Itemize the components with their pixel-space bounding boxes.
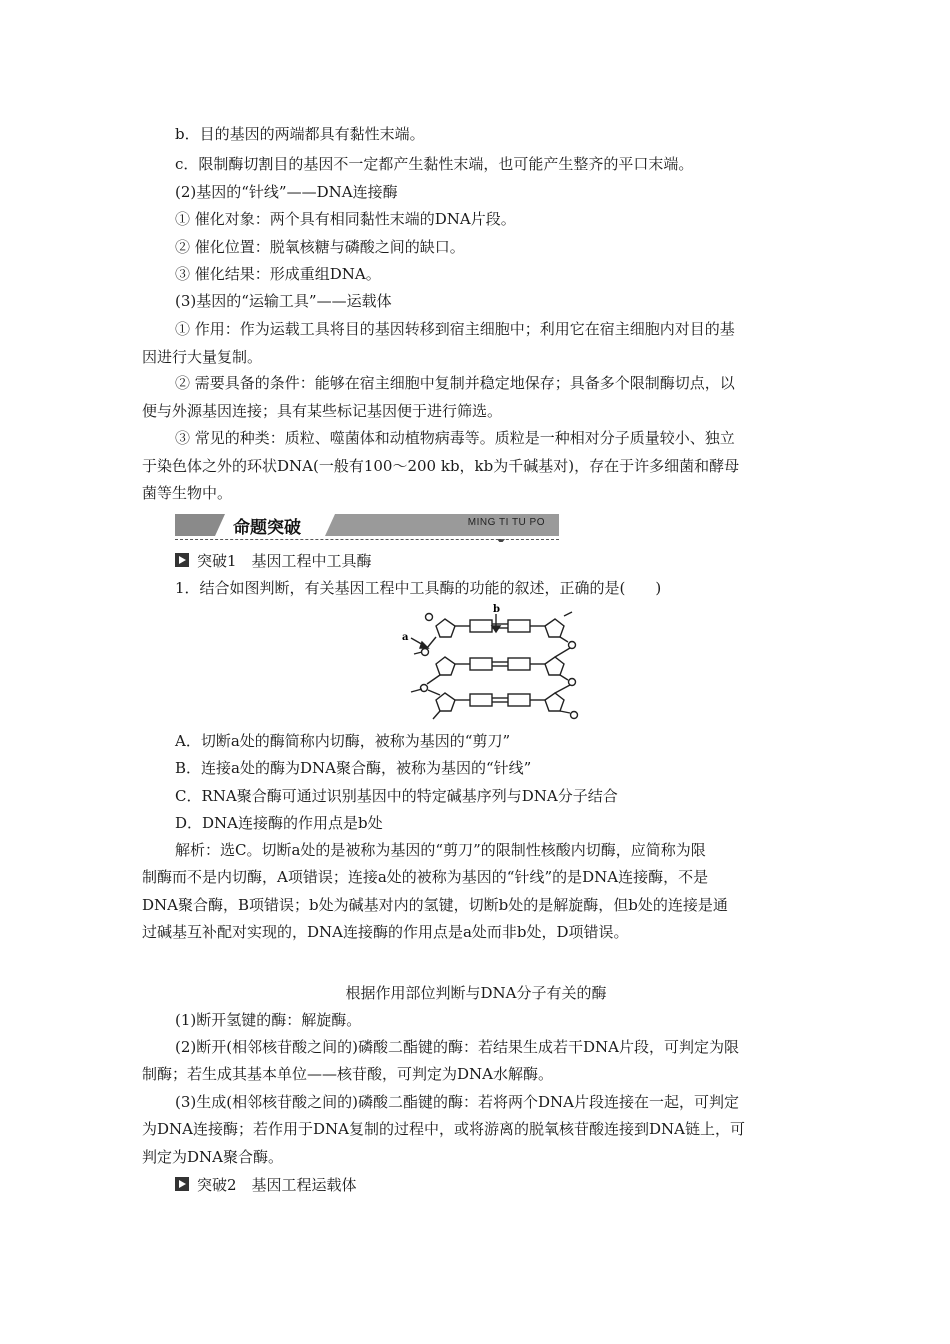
text-line: ① 催化对象：两个具有相同黏性末端的DNA片段。 xyxy=(175,210,516,228)
text-line: b．目的基因的两端都具有黏性末端。 xyxy=(175,125,425,143)
summary-title: 根据作用部位判断与DNA分子有关的酶 xyxy=(345,984,607,1002)
summary-item: (2)断开(相邻核苷酸之间的)磷酸二酯键的酶：若结果生成若干DNA片段，可判定为限 xyxy=(175,1038,739,1056)
text-line: 于染色体之外的环状DNA(一般有100～200 kb，kb为千碱基对)，存在于许多细菌和酵母 xyxy=(142,457,740,475)
breakthrough-heading xyxy=(175,1175,843,1195)
text-line: ② 催化位置：脱氧核糖与磷酸之间的缺口。 xyxy=(175,238,465,256)
analysis-line: DNA聚合酶，B项错误；b处为碱基对内的氢键，切断b处的是解旋酶，但b处的连接是通 xyxy=(142,896,728,914)
figure-label-b: b xyxy=(493,604,500,615)
text-line: ③ 催化结果：形成重组DNA。 xyxy=(175,265,381,283)
section-banner xyxy=(175,512,559,540)
section-heading: (3)基因的“运输工具”——运载体 xyxy=(175,292,392,310)
text-line: 因进行大量复制。 xyxy=(142,348,263,366)
question-paren: ) xyxy=(655,579,662,597)
play-triangle-icon xyxy=(175,553,189,567)
banner-subtitle: MING TI TU PO xyxy=(467,517,545,528)
summary-item: (3)生成(相邻核苷酸之间的)磷酸二酯键的酶：若将两个DNA片段连接在一起，可判定 xyxy=(175,1093,739,1111)
option-b: B．连接a处的酶为DNA聚合酶，被称为基因的“针线” xyxy=(175,759,532,777)
option-c: C．RNA聚合酶可通过识别基因中的特定碱基序列与DNA分子结合 xyxy=(175,787,618,805)
analysis-line: 制酶而不是内切酶，A项错误；连接a处的被称为基因的“针线”的是DNA连接酶，不是 xyxy=(142,868,709,886)
figure-label-a: a xyxy=(402,632,409,643)
text-line: ① 作用：作为运载工具将目的基因转移到宿主细胞中；利用它在宿主细胞内对目的基 xyxy=(175,320,735,338)
play-triangle-icon xyxy=(175,1177,189,1191)
text-line: ③ 常见的种类：质粒、噬菌体和动植物病毒等。质粒是一种相对分子质量较小、独立 xyxy=(175,429,735,447)
question-stem xyxy=(175,578,843,598)
banner-title: 命题突破 xyxy=(233,518,301,538)
summary-item: (1)断开氢键的酶：解旋酶。 xyxy=(175,1011,362,1029)
dna-structure-figure xyxy=(400,604,588,722)
breakthrough-heading xyxy=(175,551,843,571)
summary-item: 判定为DNA聚合酶。 xyxy=(142,1148,283,1166)
text-line: 便与外源基因连接；具有某些标记基因便于进行筛选。 xyxy=(142,402,503,420)
text-line: c．限制酶切割目的基因不一定都产生黏性末端，也可能产生整齐的平口末端。 xyxy=(175,155,694,173)
banner-dashed-rule xyxy=(175,539,559,540)
question-text: 1．结合如图判断，有关基因工程中工具酶的功能的叙述，正确的是( xyxy=(175,579,626,597)
option-a: A．切断a处的酶简称内切酶，被称为基因的“剪刀” xyxy=(175,732,511,750)
summary-item: 为DNA连接酶；若作用于DNA复制的过程中，或将游离的脱氧核苷酸连接到DNA链上，可 xyxy=(142,1120,745,1138)
breakthrough-label: 突破1 基因工程中工具酶 xyxy=(197,552,372,570)
analysis-line: 过碱基互补配对实现的，DNA连接酶的作用点是a处而非b处，D项错误。 xyxy=(142,923,629,941)
section-heading: (2)基因的“针线”——DNA连接酶 xyxy=(175,183,398,201)
text-line: ② 需要具备的条件：能够在宿主细胞中复制并稳定地保存；具备多个限制酶切点，以 xyxy=(175,374,735,392)
breakthrough-label: 突破2 基因工程运载体 xyxy=(197,1176,357,1194)
option-d: D．DNA连接酶的作用点是b处 xyxy=(175,814,383,832)
analysis-line: 解析：选C。切断a处的是被称为基因的“剪刀”的限制性核酸内切酶，应简称为限 xyxy=(175,841,706,859)
text-line: 菌等生物中。 xyxy=(142,484,233,502)
summary-item: 制酶；若生成其基本单位——核苷酸，可判定为DNA水解酶。 xyxy=(142,1065,553,1083)
